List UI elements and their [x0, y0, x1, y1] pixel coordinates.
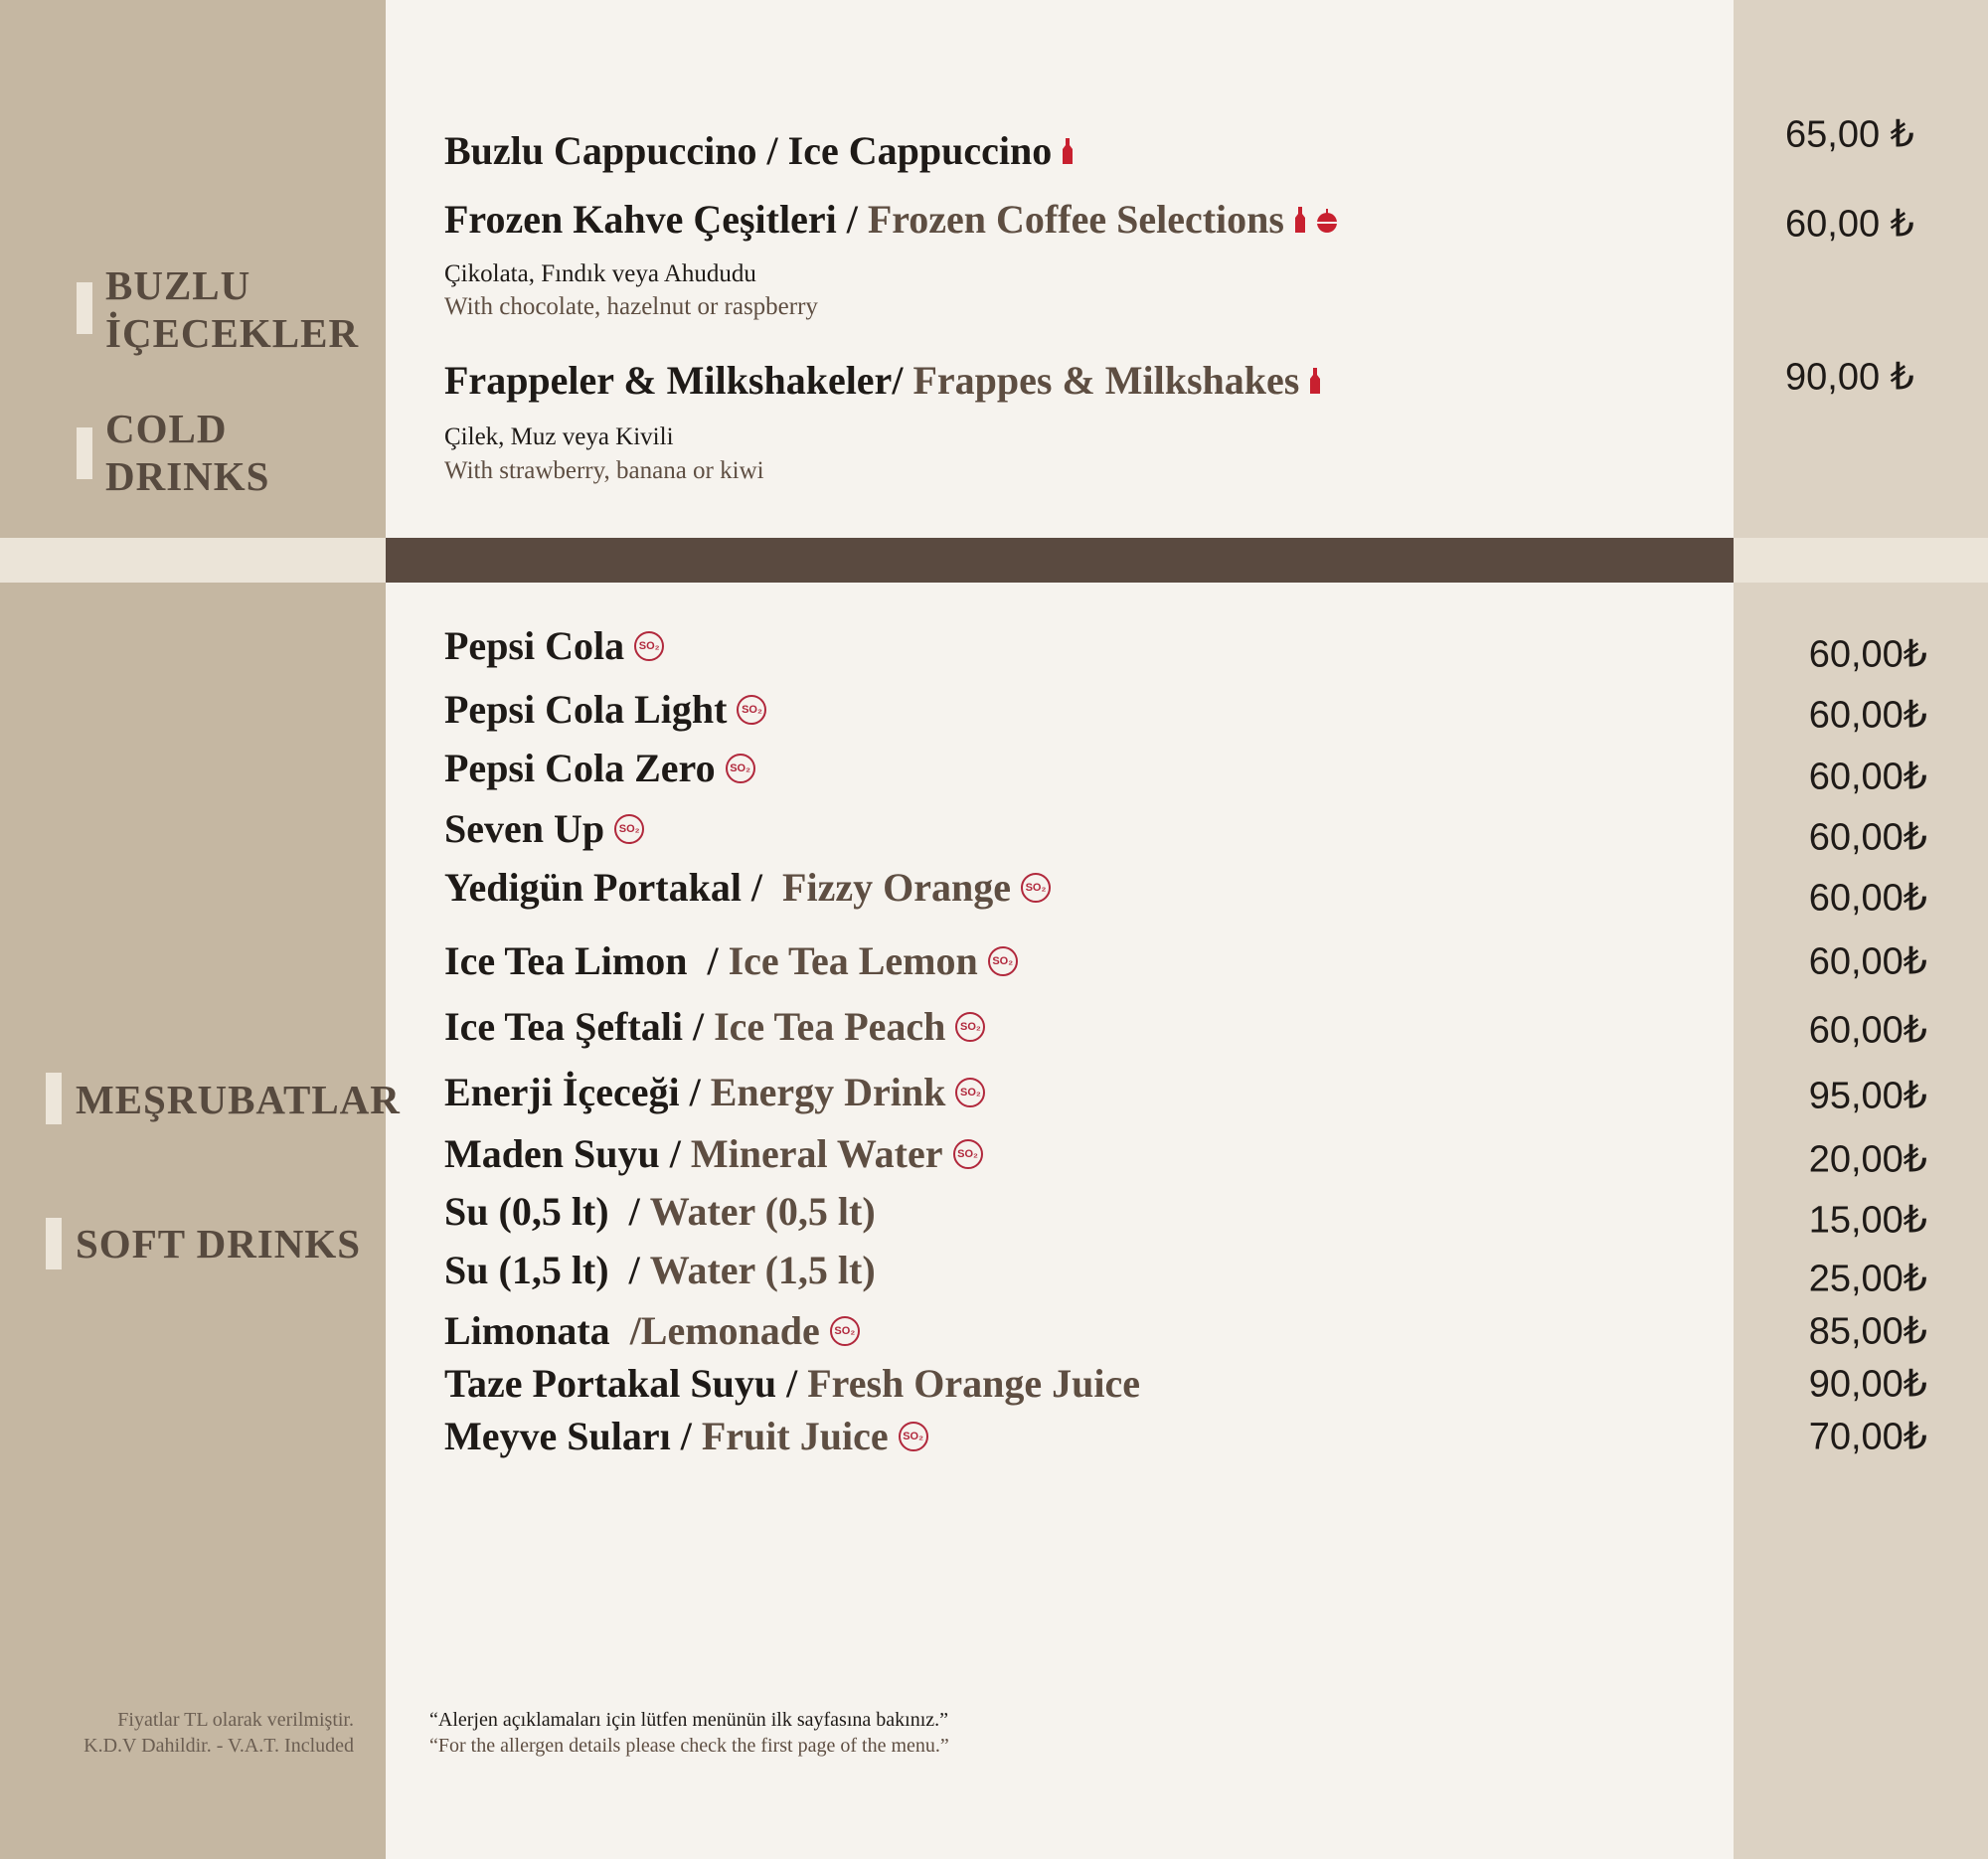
item-name-tr: Frozen Kahve Çeşitleri /: [444, 197, 868, 242]
so2-icon: SO₂: [953, 1139, 983, 1169]
item-description-tr: Çikolata, Fındık veya Ahududu: [444, 260, 756, 287]
item-price: 60,00 ₺: [1785, 203, 1914, 246]
so2-icon: SO₂: [988, 946, 1018, 976]
menu-item: [444, 1307, 860, 1355]
apple-icon: [1316, 196, 1338, 244]
bottle-icon: [1309, 357, 1321, 405]
menu-item: [444, 937, 1018, 985]
item-name-tr: Enerji İçeceği /: [444, 1070, 711, 1114]
item-price: 90,00 ₺: [1785, 356, 1914, 399]
category-title-tr: MEŞRUBATLAR: [76, 1077, 401, 1122]
menu-item: [444, 1188, 876, 1236]
so2-icon: SO₂: [737, 695, 766, 725]
menu-item: [444, 1069, 985, 1116]
menu-item: [444, 357, 1321, 405]
divider-band: [386, 538, 1734, 583]
item-price: 60,00₺: [1808, 1009, 1927, 1052]
item-name-en: Fruit Juice: [701, 1414, 889, 1458]
menu-item: [444, 1247, 876, 1294]
item-name-tr: Taze Portakal Suyu /: [444, 1361, 808, 1406]
item-name-tr: Ice Tea Şeftali /: [444, 1004, 715, 1049]
item-name-tr: Limonata: [444, 1308, 630, 1353]
item-name-tr: Su (0,5 lt) /: [444, 1189, 650, 1234]
category-title-en: COLD DRINKS: [105, 406, 270, 499]
so2-icon: SO₂: [899, 1422, 928, 1451]
menu-item: [444, 622, 664, 670]
category-title-tr: BUZLU İÇECEKLER: [105, 262, 360, 356]
item-name-en: /Lemonade: [629, 1308, 820, 1353]
category-marker: [46, 1218, 62, 1269]
item-name-tr: Pepsi Cola Light: [444, 687, 728, 732]
allergen-note: “Alerjen açıklamaları için lütfen menünün ilk sayfasına bakınız.” “For the allergen details please check the first page of the menu.”: [429, 1709, 949, 1757]
so2-icon: SO₂: [726, 754, 755, 783]
item-name-tr: Frappeler & Milkshakeler/: [444, 358, 913, 403]
item-name-en: Water (0,5 lt): [649, 1189, 876, 1234]
divider-band: [1734, 538, 1988, 583]
menu-item: [444, 1130, 983, 1178]
item-name-tr: Su (1,5 lt) /: [444, 1248, 650, 1292]
item-name-en: Fresh Orange Juice: [807, 1361, 1140, 1406]
so2-icon: SO₂: [955, 1078, 985, 1107]
item-name-tr: Maden Suyu /: [444, 1131, 691, 1176]
category-marker: [77, 282, 92, 334]
item-price: 60,00₺: [1808, 877, 1927, 920]
item-price: 70,00₺: [1808, 1416, 1927, 1458]
item-name-en: Fizzy Orange: [782, 865, 1011, 910]
item-description-tr: Çilek, Muz veya Kivili: [444, 423, 674, 450]
item-name-tr: Buzlu Cappuccino / Ice Cappuccino: [444, 128, 1053, 173]
menu-item: [444, 1003, 985, 1051]
menu-item: [444, 805, 644, 853]
item-price: 90,00₺: [1808, 1363, 1927, 1406]
menu-item: [444, 196, 1338, 244]
category-marker: [77, 427, 92, 479]
bottle-icon: [1062, 127, 1074, 175]
item-price: 60,00₺: [1808, 940, 1927, 983]
so2-icon: SO₂: [955, 1012, 985, 1042]
item-price: 60,00₺: [1808, 694, 1927, 737]
item-name-en: Ice Tea Lemon: [728, 938, 978, 983]
divider-band: [0, 538, 386, 583]
item-price: 60,00₺: [1808, 633, 1927, 676]
item-name-tr: Seven Up: [444, 806, 605, 851]
item-name-tr: Meyve Suları /: [444, 1414, 702, 1458]
so2-icon: SO₂: [830, 1316, 860, 1346]
item-name-en: Frappes & Milkshakes: [912, 358, 1300, 403]
item-price: 60,00₺: [1808, 816, 1927, 859]
item-price: 60,00₺: [1808, 756, 1927, 798]
item-name-tr: Yedigün Portakal /: [444, 865, 783, 910]
item-price: 65,00 ₺: [1785, 113, 1914, 156]
category-marker: [46, 1073, 62, 1124]
item-name-en: Energy Drink: [710, 1070, 946, 1114]
item-price: 25,00₺: [1808, 1258, 1927, 1300]
menu-item: [444, 686, 766, 734]
so2-icon: SO₂: [1021, 873, 1051, 903]
menu-item: [444, 864, 1051, 912]
category-title-en: SOFT DRINKS: [76, 1221, 362, 1267]
price-column-top: [1734, 0, 1988, 538]
item-name-tr: Pepsi Cola Zero: [444, 746, 716, 790]
item-description-en: With strawberry, banana or kiwi: [444, 457, 764, 484]
bottle-icon: [1294, 196, 1306, 244]
item-description-en: With chocolate, hazelnut or raspberry: [444, 293, 818, 320]
item-name-en: Frozen Coffee Selections: [867, 197, 1284, 242]
item-price: 85,00₺: [1808, 1310, 1927, 1353]
item-price: 20,00₺: [1808, 1138, 1927, 1181]
menu-item: [444, 1360, 1140, 1408]
so2-icon: SO₂: [634, 631, 664, 661]
item-name-tr: Pepsi Cola: [444, 623, 625, 668]
item-name-en: Mineral Water: [690, 1131, 943, 1176]
item-price: 95,00₺: [1808, 1075, 1927, 1117]
menu-item: [444, 1413, 928, 1460]
item-name-en: Water (1,5 lt): [649, 1248, 876, 1292]
price-note: Fiyatlar TL olarak verilmiştir. K.D.V Dahildir. - V.A.T. Included: [83, 1709, 354, 1757]
item-name-en: Ice Tea Peach: [714, 1004, 946, 1049]
item-price: 15,00₺: [1808, 1199, 1927, 1242]
menu-item: [444, 745, 755, 792]
item-name-tr: Ice Tea Limon /: [444, 938, 729, 983]
so2-icon: SO₂: [614, 814, 644, 844]
menu-item: [444, 127, 1074, 175]
